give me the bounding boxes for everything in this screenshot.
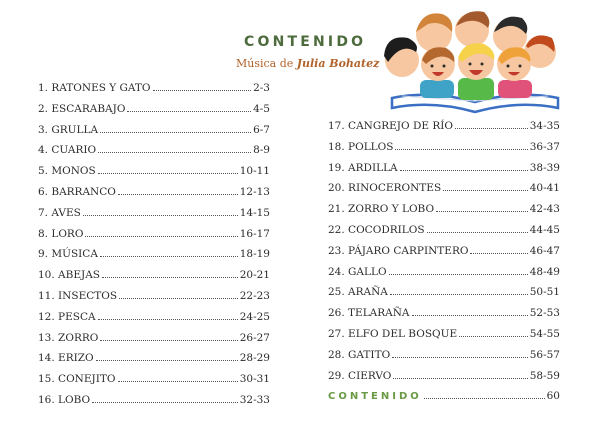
toc-entry-page: 20-21 [239,269,270,282]
dot-leader [118,380,238,382]
dot-leader [455,127,528,129]
page-title: CONTENIDO [244,34,367,50]
toc-entry-title: 22. COCODRILOS [328,223,425,236]
dot-leader [83,214,238,216]
toc-entry-title: 29. CIERVO [328,369,392,382]
toc-entry-page: 30-31 [239,373,270,386]
toc-entry[interactable] [328,328,560,349]
dot-leader [85,235,237,237]
toc-entry[interactable] [38,82,270,103]
toc-entry-page: 2-3 [253,82,270,94]
toc-entry-title: 10. ABEJAS [38,269,100,282]
toc-entry[interactable] [38,269,270,290]
dot-leader [119,297,238,299]
toc-entry[interactable] [38,186,270,207]
toc-right-column [328,120,560,411]
dot-leader [459,335,528,337]
toc-entry-page: 26-27 [239,331,270,344]
toc-entry-page: 10-11 [239,165,270,178]
toc-entry-page: 40-41 [529,182,560,195]
subtitle [236,57,379,70]
toc-entry-title: 13. ZORRO [38,331,99,344]
toc-entry-title: 28. GATITO [328,348,391,361]
toc-entry-page: 42-43 [529,203,560,216]
dot-leader [443,189,528,191]
toc-entry-page: 52-53 [529,307,560,320]
toc-entry[interactable] [328,349,560,370]
toc-entry[interactable] [38,144,270,165]
toc-entry[interactable] [328,182,560,203]
toc-entry-page: 48-49 [529,265,560,278]
dot-leader [96,359,238,361]
toc-entry-title: 14. ERIZO [38,352,94,365]
toc-entry-title: 4. CUARIO [38,144,97,157]
toc-entry-title: 3. GRULLA [38,123,99,136]
toc-entry-contenido[interactable] [328,390,560,411]
toc-entry[interactable] [328,162,560,183]
dot-leader [100,339,237,341]
toc-entry-title: 8. LORO [38,227,84,240]
dot-leader [127,110,251,112]
toc-entry[interactable] [328,266,560,287]
toc-entry-page: 44-45 [529,223,560,236]
toc-entry[interactable] [38,103,270,124]
dot-leader [390,293,528,295]
toc-entry[interactable] [328,203,560,224]
toc-entry-title: 19. ARDILLA [328,161,398,174]
toc-entry[interactable] [38,332,270,353]
toc-entry[interactable] [38,394,270,415]
toc-entry-title: 24. GALLO [328,265,387,278]
toc-entry-page: 56-57 [529,348,560,361]
toc-entry[interactable] [328,141,560,162]
toc-entry[interactable] [38,207,270,228]
toc-entry-title: 20. RINOCERONTES [328,182,442,195]
toc-entry-page: 18-19 [239,248,270,261]
toc-entry-title: 18. POLLOS [328,140,394,153]
toc-entry-title: 15. CONEJITO [38,373,116,386]
toc-entry[interactable] [38,124,270,145]
dot-leader [98,172,238,174]
children-reading-book-icon [372,2,578,118]
dot-leader [412,314,528,316]
toc-entry-page: 24-25 [239,310,270,323]
toc-entry-title: 11. INSECTOS [38,289,118,302]
toc-entry[interactable] [38,311,270,332]
dot-leader [427,231,528,233]
dot-leader [98,151,251,153]
toc-entry[interactable] [328,286,560,307]
toc-entry-page: 14-15 [239,206,270,219]
subtitle-author: Julia Bohatez [296,57,380,70]
dot-leader [389,273,528,275]
toc-entry-page: 4-5 [253,102,270,115]
toc-entry[interactable] [38,165,270,186]
dot-leader [470,252,527,254]
toc-entry-page: 28-29 [239,352,270,365]
toc-entry-page: 46-47 [529,244,560,257]
toc-entry-page: 8-9 [253,144,270,157]
toc-entry-title: 5. MONOS [38,165,96,178]
toc-entry-title: 2. ESCARABAJO [38,102,126,115]
toc-entry[interactable] [328,370,560,391]
dot-leader [100,255,238,257]
toc-entry-title: 17. CANGREJO DE RÍO [328,120,454,132]
toc-entry-title: 27. ELFO DEL BOSQUE [328,327,458,340]
toc-entry[interactable] [38,290,270,311]
dot-leader [424,397,545,399]
toc-entry-title: 25. ARAÑA [328,286,388,299]
toc-entry-page: 22-23 [239,289,270,302]
toc-entry-title: 1. RATONES Y GATO [38,82,151,94]
toc-entry[interactable] [328,245,560,266]
dot-leader [393,377,527,379]
toc-entry-page: 50-51 [529,286,560,299]
dot-leader [92,401,238,403]
subtitle-prefix: Música de [236,57,297,70]
toc-entry[interactable] [328,120,560,141]
toc-entry[interactable] [38,352,270,373]
toc-entry-page: 6-7 [253,123,270,136]
toc-entry-title: 21. ZORRO Y LOBO [328,203,435,216]
toc-entry-page: 32-33 [239,393,270,406]
toc-entry[interactable] [328,224,560,245]
toc-entry-title: 23. PÁJARO CARPINTERO [328,244,469,257]
toc-entry-page: 12-13 [239,185,270,198]
dot-leader [436,210,528,212]
toc-entry-title: 12. PESCA [38,310,96,323]
toc-entry-page: 38-39 [529,161,560,174]
toc-entry-title: CONTENIDO [328,391,422,403]
toc-entry-title: 6. BARRANCO [38,185,116,198]
toc-left-column [38,82,270,415]
toc-entry-page: 16-17 [239,227,270,240]
toc-entry-title: 16. LOBO [38,393,91,406]
toc-entry[interactable] [328,307,560,328]
dot-leader [118,193,238,195]
toc-entry-page: 54-55 [529,327,560,340]
dot-leader [395,148,527,150]
toc-entry-page: 34-35 [529,120,560,132]
dot-leader [98,318,238,320]
dot-leader [153,89,252,91]
toc-entry-page: 58-59 [529,369,560,382]
toc-entry[interactable] [38,373,270,394]
toc-entry[interactable] [38,228,270,249]
toc-entry-page: 36-37 [529,140,560,153]
dot-leader [400,169,528,171]
dot-leader [392,356,528,358]
toc-entry-title: 7. AVES [38,206,81,219]
toc-entry-title: 9. MÚSICA [38,248,98,261]
toc-entry-page: 60 [546,390,560,403]
toc-entry-title: 26. TELARAÑA [328,307,410,320]
dot-leader [100,131,251,133]
dot-leader [102,276,238,278]
toc-entry[interactable] [38,248,270,269]
